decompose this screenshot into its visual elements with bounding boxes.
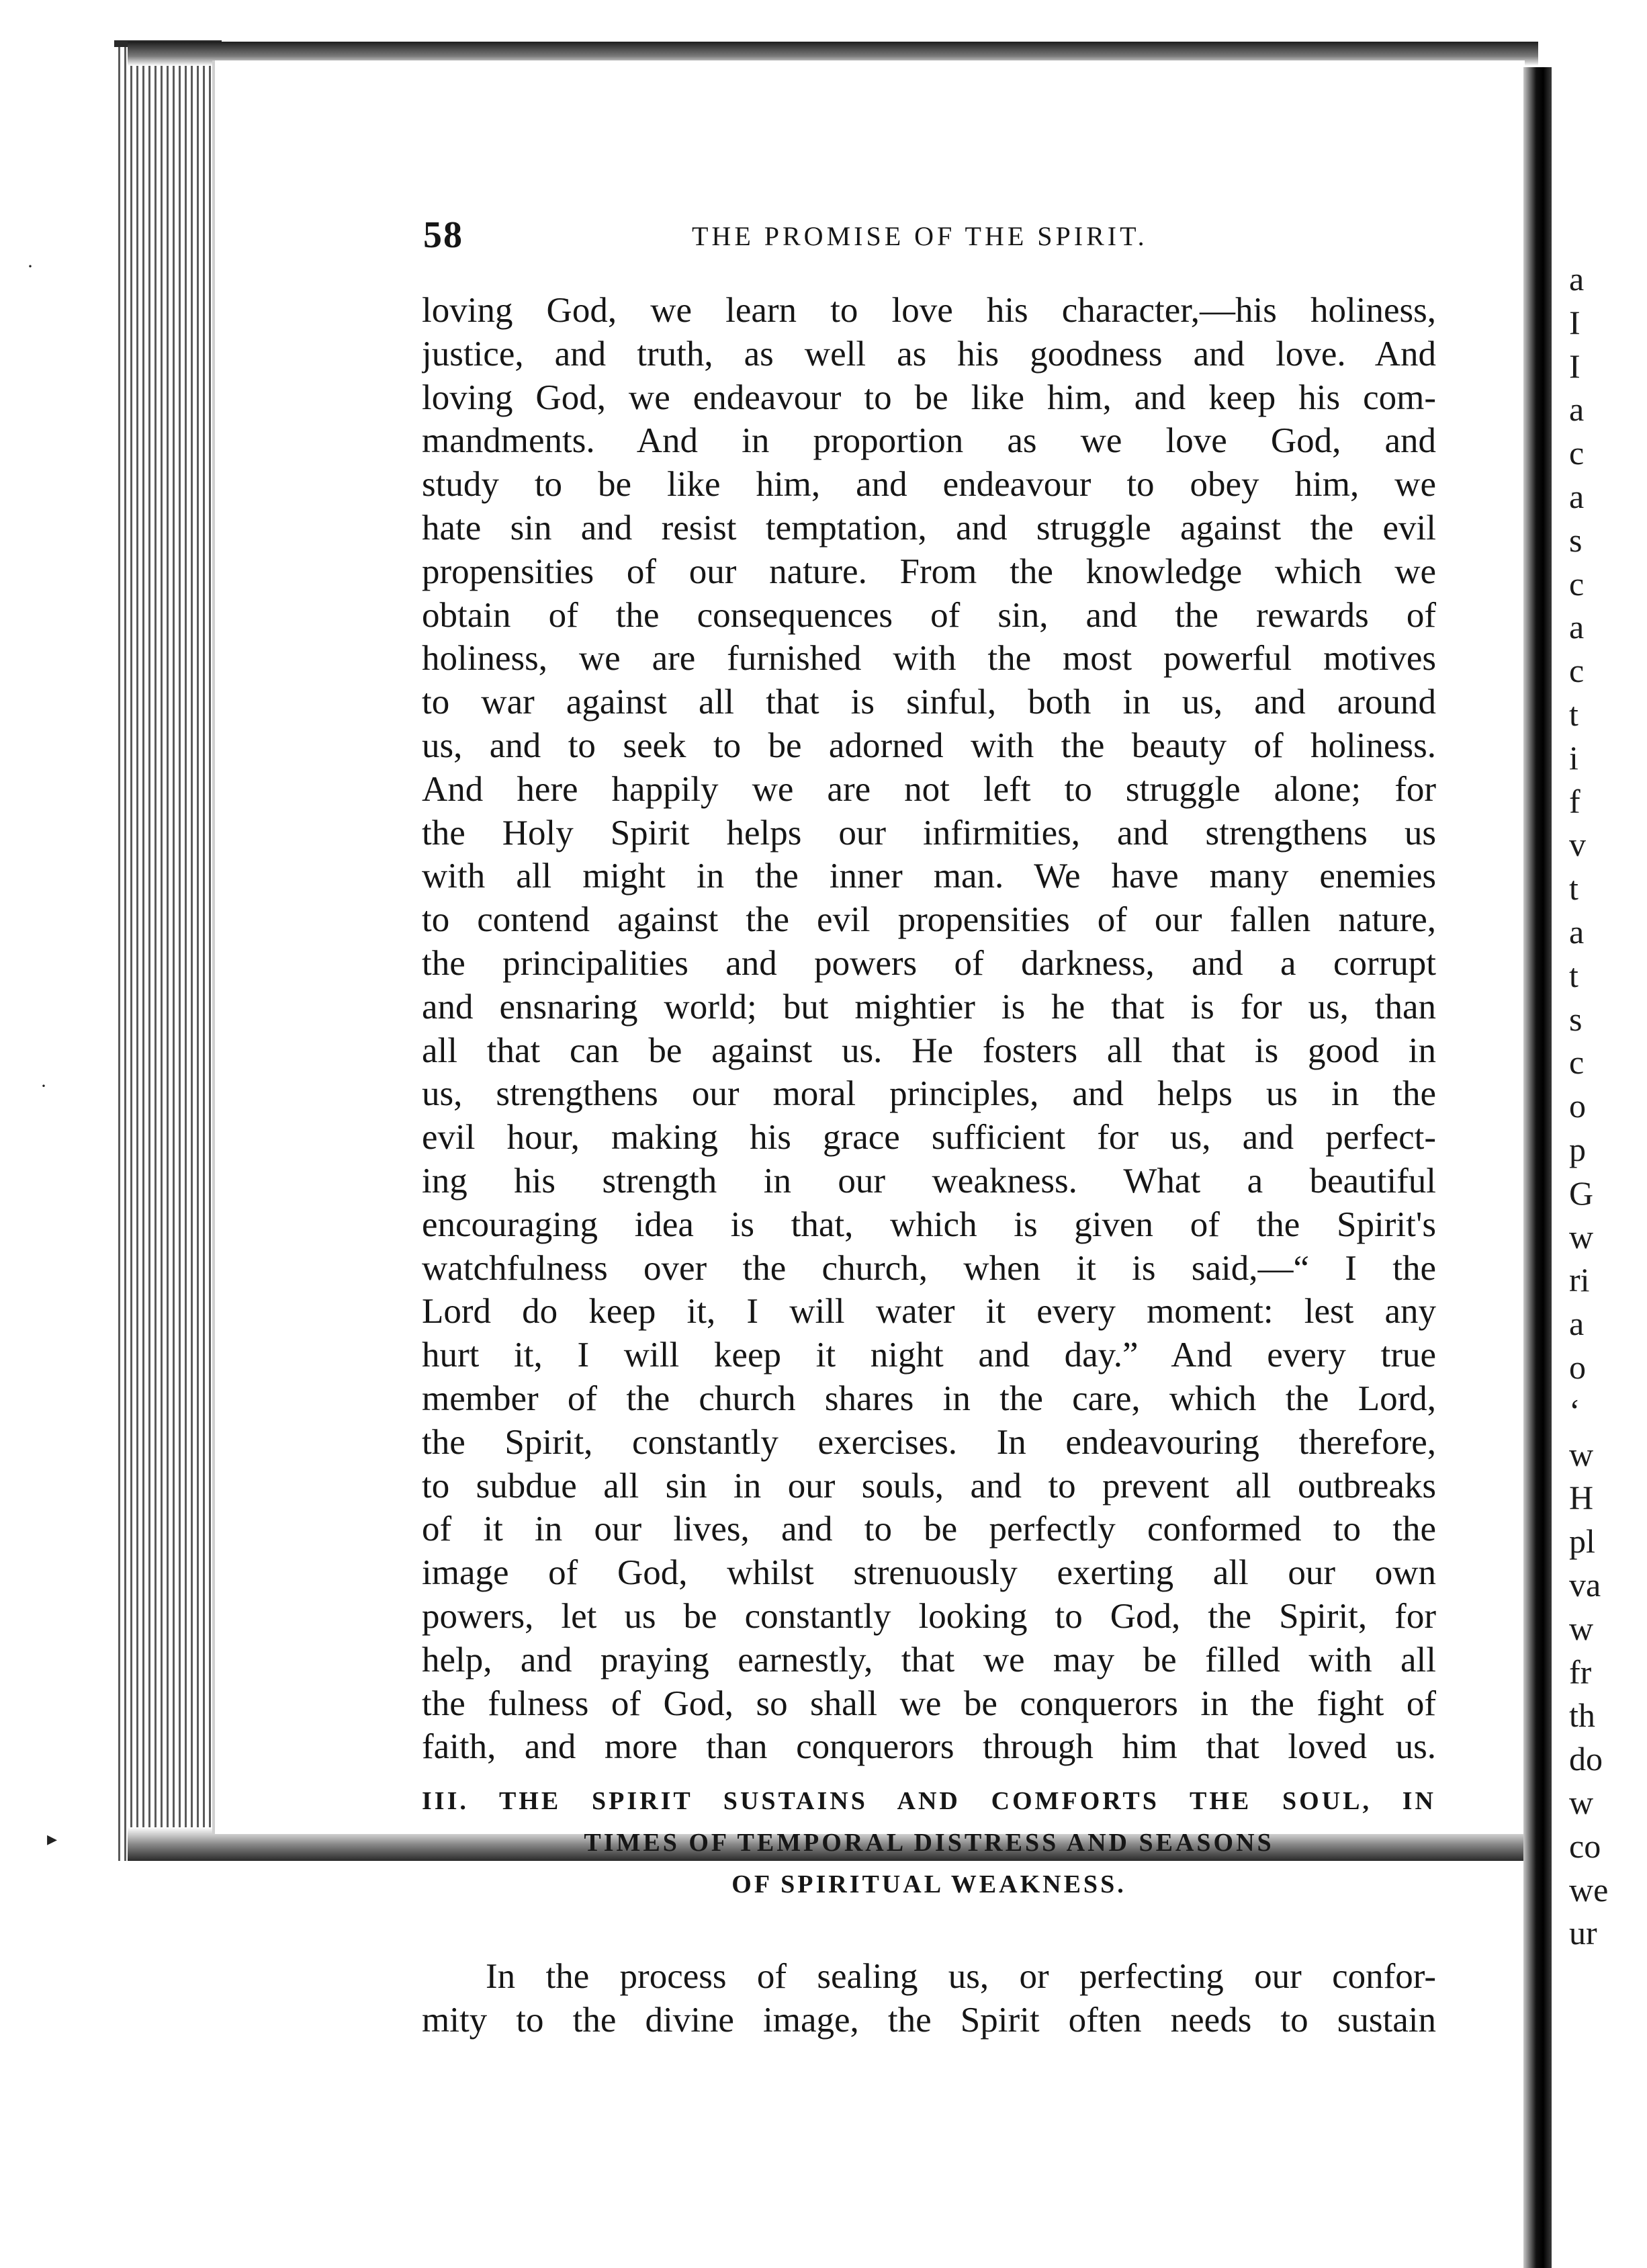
text-line: hurt it, I will keep it night and day.” And every true [422,1336,1436,1375]
text-line: evil hour, making his grace sufficient for us, and perfect- [422,1118,1436,1158]
next-page-line-fragment: fr [1569,1653,1592,1691]
next-page-line-fragment: ur [1569,1914,1597,1952]
next-page-line-fragment: s [1569,521,1583,559]
text-line: of it in our lives, and to be perfectly conformed to the [422,1510,1436,1549]
next-page-line-fragment: a [1569,478,1585,515]
next-page-line-fragment: ‘ [1569,1391,1581,1430]
next-page-line-fragment: w [1569,1435,1594,1473]
text-line: study to be like him, and endeavour to obey him, we [422,465,1436,505]
next-page-line-fragment: c [1569,564,1585,603]
text-line: the Holy Spirit helps our infirmities, and strengthens us [422,813,1436,853]
next-page-line-fragment: do [1569,1740,1603,1778]
text-line: help, and praying earnestly, that we may be filled with all [422,1640,1436,1680]
next-page-line-fragment: ri [1569,1261,1590,1299]
scan-speck: · [27,255,34,277]
text-line: us, and to seek to be adorned with the beauty of holiness. [422,726,1436,765]
next-page-line-fragment: o [1569,1348,1586,1386]
next-page-line-fragment: t [1569,956,1578,994]
next-page-line-fragment: pl [1569,1522,1595,1561]
next-page-line-fragment: c [1569,652,1585,690]
next-page-line-fragment: t [1569,695,1578,733]
next-page-line-fragment: c [1569,1043,1585,1082]
next-page-line-fragment: a [1569,1305,1585,1343]
book-gutter [1523,67,1552,2268]
next-page-line-fragment: G [1569,1174,1594,1212]
text-line: the fulness of God, so shall we be conquerors in the fight of [422,1684,1436,1723]
section-heading [422,1780,1436,1905]
text-line: and ensnaring world; but mightier is he that is for us, than [422,987,1436,1027]
next-page-line-fragment: s [1569,1000,1583,1038]
text-line: Lord do keep it, I will water it every moment: lest any [422,1292,1436,1332]
text-line: to war against all that is sinful, both in us, and around [422,683,1436,722]
text-line: us, strengthens our moral principles, and helps us in the [422,1074,1436,1114]
section-heading-line: TIMES OF TEMPORAL DISTRESS AND SEASONS [584,1829,1274,1857]
next-page-line-fragment: H [1569,1479,1594,1517]
text-line: In the process of sealing us, or perfecting our confor- [486,1957,1436,1996]
scan-speck: ▸ [47,1828,58,1850]
section-body-text [422,1955,1436,2042]
next-page-line-fragment: t [1569,869,1578,908]
next-page-line-fragment: I [1569,303,1581,341]
text-line: the principalities and powers of darkness, and a corrupt [422,943,1436,983]
text-line: loving God, we learn to love his character,—his holiness, [422,291,1436,330]
text-line: to subdue all sin in our souls, and to prevent all outbreaks [422,1466,1436,1506]
next-page-line-fragment: a [1569,608,1585,646]
text-line: holiness, we are furnished with the most powerful motives [422,639,1436,679]
next-page-line-fragment: va [1569,1566,1601,1604]
page-number: 58 [423,214,463,256]
text-line: watchfulness over the church, when it is said,—“ I the [422,1248,1436,1288]
next-page-line-fragment: i [1569,738,1578,777]
next-page-line-fragment: c [1569,434,1585,472]
next-page-line-fragment: a [1569,390,1585,429]
next-page-line-fragment: co [1569,1827,1601,1865]
text-line: all that can be against us. He fosters all that is good in [422,1031,1436,1070]
book-page-edges [114,40,222,1861]
next-page-line-fragment: a [1569,260,1585,298]
next-page-line-fragment: we [1569,1870,1609,1909]
text-line: propensities of our nature. From the knowledge which we [422,552,1436,591]
text-line: member of the church shares in the care, which the Lord, [422,1379,1436,1418]
text-line: powers, let us be constantly looking to God, the Spirit, for [422,1596,1436,1636]
text-line: mandments. And in proportion as we love God, and [422,421,1436,461]
next-page-line-fragment: w [1569,1609,1594,1647]
text-line: ing his strength in our weakness. What a beautiful [422,1161,1436,1201]
running-title: THE PROMISE OF THE SPIRIT. [692,221,1148,251]
text-line: image of God, whilst strenuously exerting all our own [422,1553,1436,1593]
next-page-line-fragment: th [1569,1696,1595,1735]
section-heading-line: OF SPIRITUAL WEAKNESS. [731,1870,1126,1899]
scan-background [0,0,101,2268]
next-page-line-fragment: w [1569,1784,1594,1821]
body-text [422,289,1436,1769]
text-line: with all might in the inner man. We have many enemies [422,857,1436,896]
text-line: And here happily we are not left to struggle alone; for [422,769,1436,809]
scan-speck: · [40,1075,47,1097]
text-line: the Spirit, constantly exercises. In endeavouring therefore, [422,1422,1436,1462]
next-page-fragment [1552,107,1647,2268]
next-page-line-fragment: w [1569,1217,1594,1256]
text-line: justice, and truth, as well as his goodness and love. And [422,334,1436,374]
text-line: faith, and more than conquerors through him that loved us. [422,1727,1436,1767]
next-page-line-fragment: I [1569,347,1581,385]
text-line: encouraging idea is that, which is given of the Spirit's [422,1205,1436,1244]
next-page-line-fragment: f [1569,782,1581,820]
text-line: hate sin and resist temptation, and struggle against the evil [422,508,1436,548]
text-line: to contend against the evil propensities of our fallen nature, [422,900,1436,940]
next-page-line-fragment: o [1569,1087,1586,1125]
text-line: obtain of the consequences of sin, and the rewards of [422,595,1436,635]
section-heading-line: III. THE SPIRIT SUSTAINS AND COMFORTS THE SOUL, IN [422,1787,1436,1815]
next-page-line-fragment: p [1569,1131,1586,1168]
next-page-line-fragment: v [1569,826,1586,864]
next-page-line-fragment: a [1569,913,1585,951]
page-header [423,214,1431,254]
text-line: loving God, we endeavour to be like him, and keep his com- [422,378,1436,417]
text-line: mity to the divine image, the Spirit often needs to sustain [422,2000,1436,2040]
